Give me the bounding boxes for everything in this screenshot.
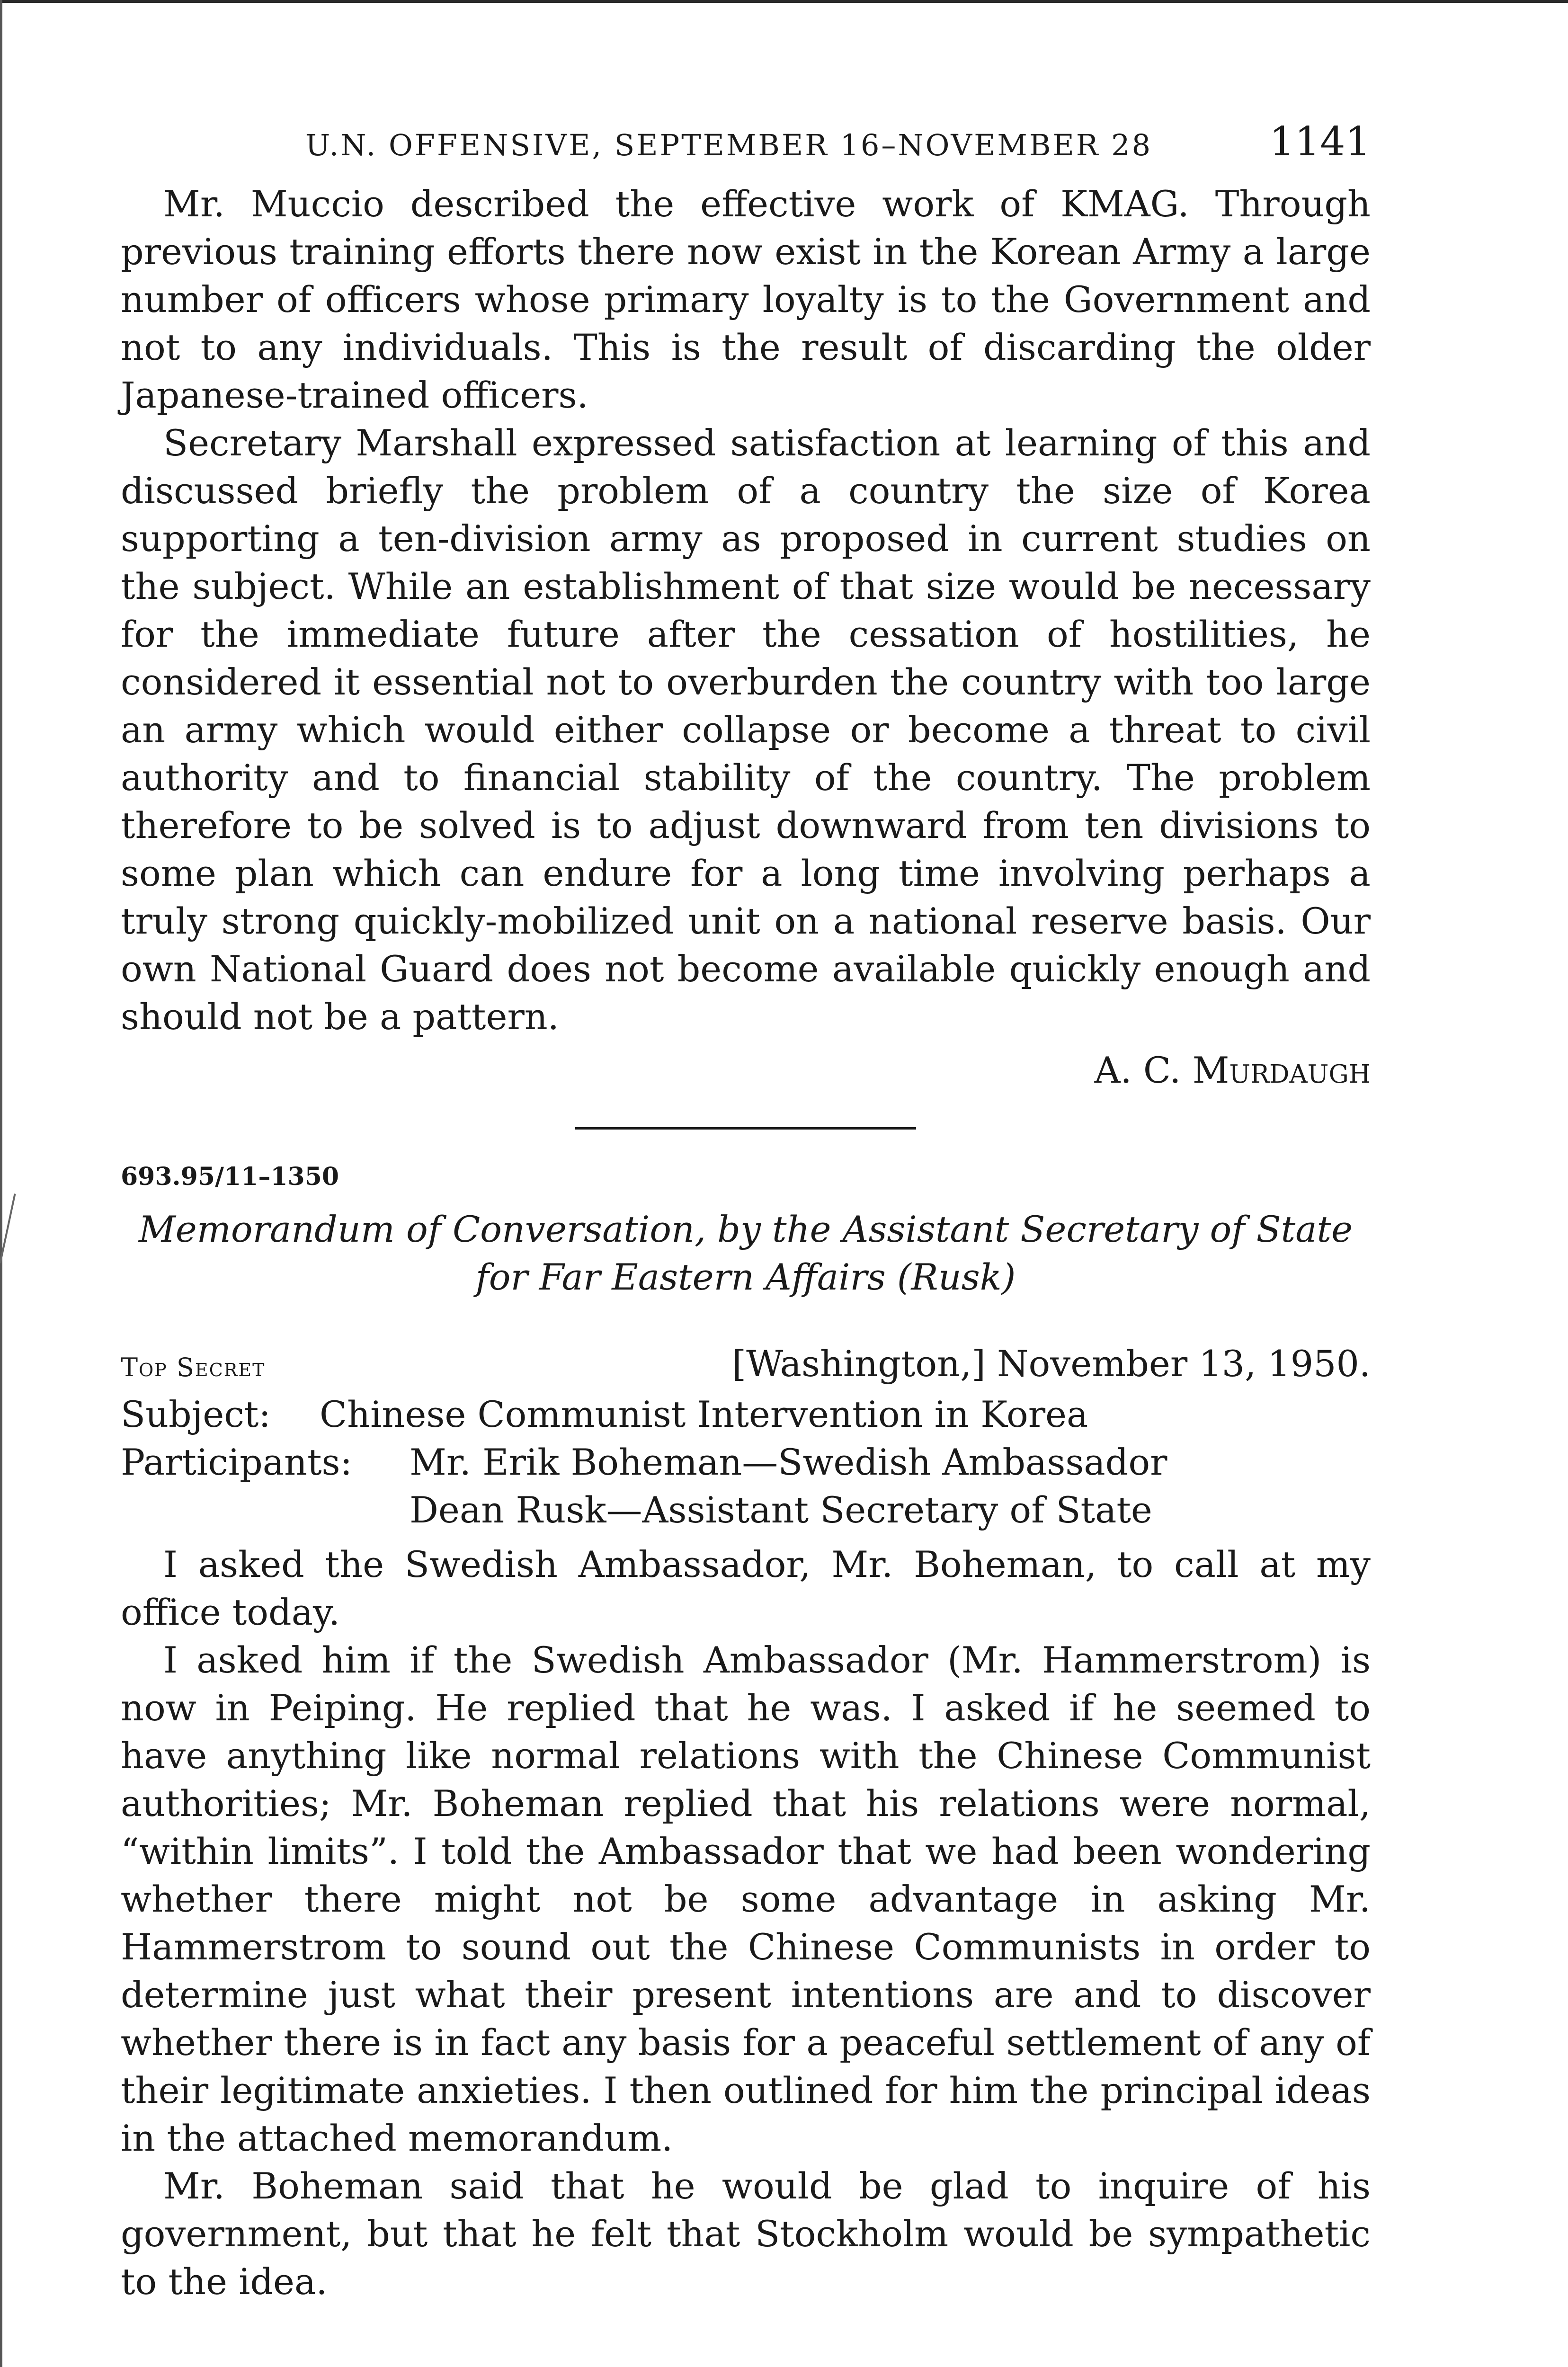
dateline: [Washington,] November 13, 1950. — [732, 1343, 1371, 1385]
first-memo — [121, 180, 1371, 1094]
page-left-edge — [0, 0, 2, 2367]
running-head — [121, 118, 1371, 180]
participants-row-2 — [121, 1486, 1371, 1534]
memo-header — [121, 1390, 1371, 1534]
margin-pencil-mark — [0, 1193, 16, 1264]
participants-row — [121, 1438, 1371, 1486]
paragraph: Secretary Marshall expressed satisfaction at learning of this and discussed briefly the problem of a country the size of Korea supporting a ten-division army as proposed in current studies on the subject. While an establishment of that size would be necessary for the immediate future after the cessation of hostilities, he considered it essential not to overburden the country with too large an army which would either collapse or become a threat to civil authority and to financial stability of the country. The problem therefore to be solved is to adjust downward from ten divisions to some plan which can endure for a long time involving perhaps a truly strong quickly-mobilized unit on a national reserve basis. Our own National Guard does not become available quickly enough and should not be a pattern. — [121, 422, 1371, 1038]
signature: A. C. Murdaugh — [1094, 1049, 1371, 1091]
subject-label: Subject: — [121, 1393, 271, 1435]
paragraph: Mr. Muccio described the effective work of KMAG. Through previous training efforts there now exist in the Korean Army a large number of officers whose primary loyalty is to the Government and not to any individuals. This is the result of discarding the older Japanese-trained officers. — [121, 183, 1371, 416]
page-top-edge — [0, 0, 1568, 3]
document-title — [121, 1205, 1371, 1301]
participant-2: Dean Rusk—Assistant Secretary of State — [410, 1489, 1152, 1531]
participant-1: Mr. Erik Boheman—Swedish Ambassador — [410, 1441, 1167, 1483]
subject-row — [121, 1390, 1371, 1438]
participants-label-spacer — [121, 1486, 410, 1534]
dateline-row — [121, 1343, 1371, 1385]
paragraph: I asked him if the Swedish Ambassador (Mr. Hammerstrom) is now in Peiping. He replied that he was. I asked if he seemed to have anything like normal relations with the Chinese Communist authorities; Mr. Boheman replied that his relations were normal, “within limits”. I told the Ambassador that we had been wondering whether there might not be some advantage in asking Mr. Hammerstrom to sound out the Chinese Communists in order to determine just what their present intentions are and to discover whether there is in fact any basis for a peaceful settlement of any of their legitimate anxieties. I then outlined for him the principal ideas in the attached memorandum. — [121, 1639, 1371, 2159]
subject-value: Chinese Communist Intervention in Korea — [320, 1393, 1088, 1435]
classification-label: Top Secret — [121, 1353, 266, 1382]
paragraph: I asked the Swedish Ambassador, Mr. Boheman, to call at my office today. — [121, 1543, 1371, 1633]
section-divider — [575, 1127, 916, 1130]
page-number: 1141 — [1269, 118, 1371, 165]
participants-label: Participants: — [121, 1441, 353, 1483]
spacer — [121, 1534, 1371, 1540]
paragraph: Mr. Boheman said that he would be glad to inquire of his government, but that he felt that Stockholm would be sympathetic to the idea. — [121, 2165, 1371, 2303]
file-number: 693.95/11–1350 — [121, 1162, 339, 1191]
second-memo — [121, 1158, 1371, 2305]
document-title-line-2: for Far Eastern Affairs (Rusk) — [475, 1256, 1016, 1298]
page-content — [121, 118, 1371, 2305]
document-title-line-1: Memorandum of Conversation, by the Assistant Secretary of State — [138, 1208, 1353, 1250]
running-head-title: U.N. OFFENSIVE, SEPTEMBER 16–NOVEMBER 28 — [305, 128, 1153, 162]
